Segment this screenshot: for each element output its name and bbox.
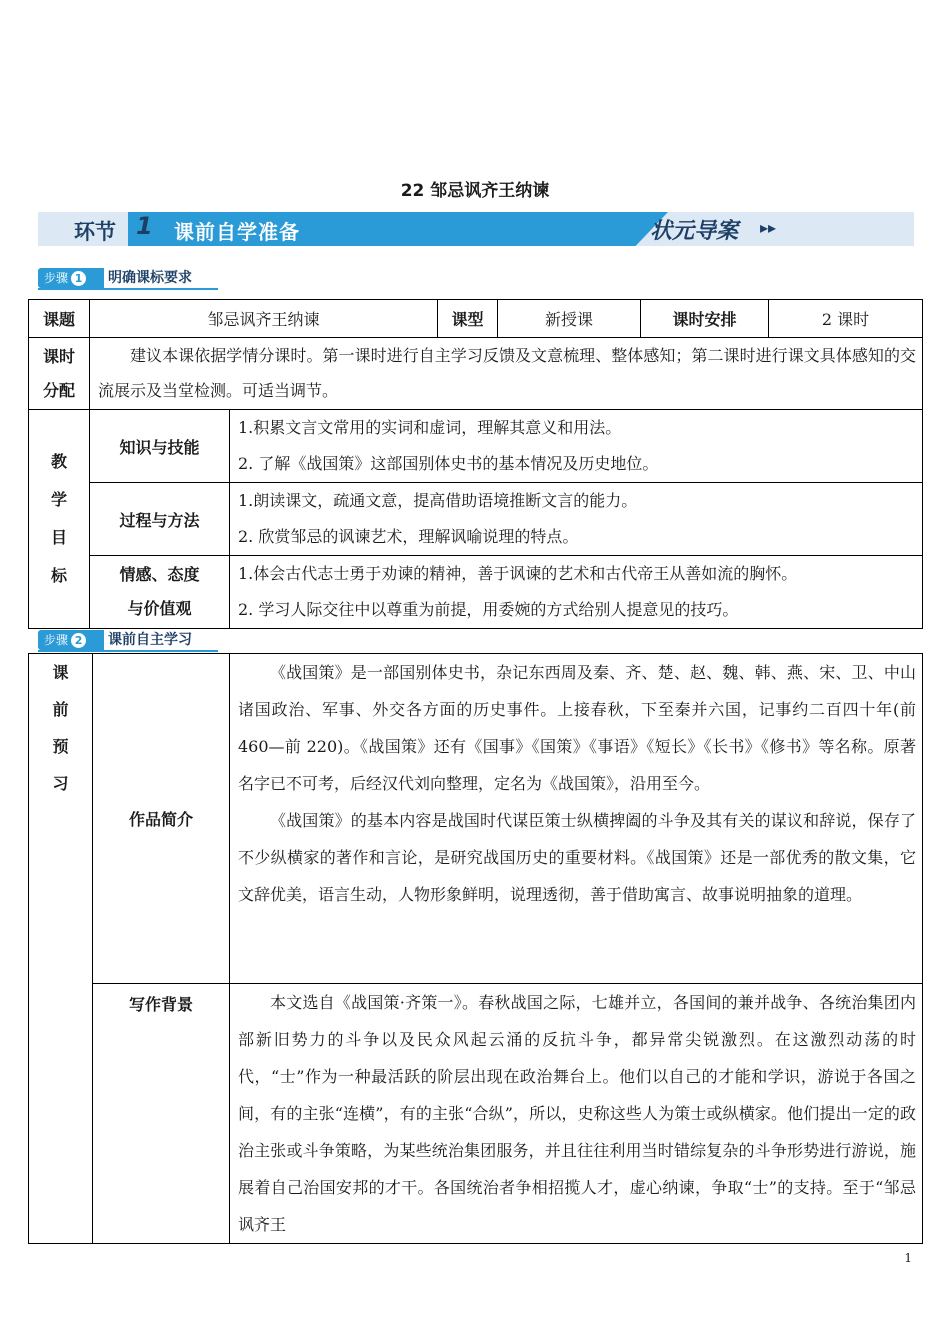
type-value: 新授课 (498, 300, 641, 338)
step-label: 步骤 (44, 271, 69, 285)
preview-header-char: 预 (52, 737, 69, 756)
goal-knowledge-text (230, 410, 923, 483)
section-banner (38, 212, 914, 246)
goal-emotion-header (90, 556, 230, 629)
preview-header-char: 前 (52, 700, 69, 719)
goals-header-char: 教 (50, 452, 67, 471)
step-number: 2 (71, 633, 86, 648)
step-title: 课前自主学习 (108, 632, 192, 648)
allocation-text: 建议本课依据学情分课时。第一课时进行自主学习反馈及文意梳理、整体感知；第二课时进行课文具体感知的交流展示及当堂检测。可适当调节。 (90, 338, 923, 410)
goal-process-header: 过程与方法 (90, 483, 230, 556)
goal-knowledge-header: 知识与技能 (90, 410, 230, 483)
course-info-table (28, 299, 923, 629)
topic-value: 邹忌讽齐王纳谏 (90, 300, 438, 338)
allocation-header-line2: 分配 (42, 380, 75, 400)
step-number: 1 (71, 271, 86, 286)
goal-emotion-text (230, 556, 923, 629)
intro-header: 作品简介 (93, 654, 230, 984)
step-underline (38, 650, 218, 652)
double-arrow-icon: ▸▸ (760, 218, 777, 237)
goal-item: 2. 学习人际交往中以尊重为前提，用委婉的方式给别人提意见的技巧。 (238, 600, 739, 619)
goal-process-text (230, 483, 923, 556)
preview-table (28, 653, 923, 1244)
goal-item: 1.体会古代志士勇于劝谏的精神，善于讽谏的艺术和古代帝王从善如流的胸怀。 (238, 564, 798, 583)
goals-header-char: 学 (50, 490, 67, 509)
goal-item: 2. 欣赏邹忌的讽谏艺术，理解讽喻说理的特点。 (238, 527, 579, 546)
topic-header: 课题 (29, 300, 90, 338)
step-pill (38, 630, 104, 650)
step-pill (38, 268, 104, 288)
preview-header-char: 习 (52, 774, 69, 793)
section-label: 环节 (74, 220, 116, 244)
page-number: 1 (904, 1251, 912, 1265)
allocation-header (29, 338, 90, 410)
section-number: 1 (136, 212, 153, 240)
preview-header-char: 课 (52, 663, 69, 682)
background-text: 本文选自《战国策·齐策一》。春秋战国之际，七雄并立，各国间的兼并战争、各统治集团内部新旧势力的斗争以及民众风起云涌的反抗斗争，都异常尖锐激烈。在这激烈动荡的时代，“士”作为一种最活跃的阶层出现在政治舞台上。他们以自己的才能和学识，游说于各国之间，有的主张“连横”，有的主张“合纵”，所以，史称这些人为策士或纵横家。他们提出一定的政治主张或斗争策略，为某些统治集团服务，并且往往利用当时错综复杂的斗争形势进行游说，施展着自己治国安邦的才干。各国统治者争相招揽人才，虚心纳谏，争取“士”的支持。至于“邹忌讽齐王 (230, 984, 923, 1244)
brand-logo: 状元导案 (650, 219, 739, 244)
step-underline (38, 288, 218, 290)
goals-header (29, 410, 90, 629)
intro-paragraph: 《战国策》的基本内容是战国时代谋臣策士纵横捭阖的斗争及其有关的谋议和辞说，保存了不少纵横家的著作和言论，是研究战国历史的重要材料。《战国策》还是一部优秀的散文集，它文辞优美，语言生动，人物形象鲜明，说理透彻，善于借助寓言、故事说明抽象的道理。 (238, 811, 916, 904)
section-title: 课前自学准备 (174, 220, 300, 244)
goal-item: 1.积累文言文常用的实词和虚词，理解其意义和用法。 (238, 418, 622, 437)
schedule-header: 课时安排 (641, 300, 769, 338)
step-title: 明确课标要求 (108, 270, 192, 286)
goals-header-char: 标 (50, 566, 67, 585)
preview-header (29, 654, 93, 1244)
intro-text (230, 654, 923, 984)
goal-item: 2. 了解《战国策》这部国别体史书的基本情况及历史地位。 (238, 454, 659, 473)
document-title: 22 邹忌讽齐王纳谏 (400, 181, 550, 201)
section-marker (38, 212, 160, 246)
goals-header-char: 目 (50, 528, 67, 547)
schedule-value: 2 课时 (769, 300, 923, 338)
intro-paragraph: 《战国策》是一部国别体史书，杂记东西周及秦、齐、楚、赵、魏、韩、燕、宋、卫、中山诸国政治、军事、外交各方面的历史事件。上接春秋，下至秦并六国，记事约二百四十年(前 460—前 220)。《战国策》还有《国事》《国策》《事语》《短长》《长书》《修书》等名称。原著名字已不可考，后经汉代刘向整理，定名为《战国策》，沿用至今。 (238, 663, 916, 793)
type-header: 课型 (438, 300, 498, 338)
goal-emotion-header-line2: 与价值观 (127, 599, 192, 618)
background-header: 写作背景 (93, 984, 230, 1244)
goal-emotion-header-line1: 情感、态度 (119, 565, 200, 584)
allocation-header-line1: 课时 (42, 346, 75, 366)
step-label: 步骤 (44, 633, 69, 647)
goal-item: 1.朗读课文，疏通文意，提高借助语境推断文言的能力。 (238, 491, 638, 510)
